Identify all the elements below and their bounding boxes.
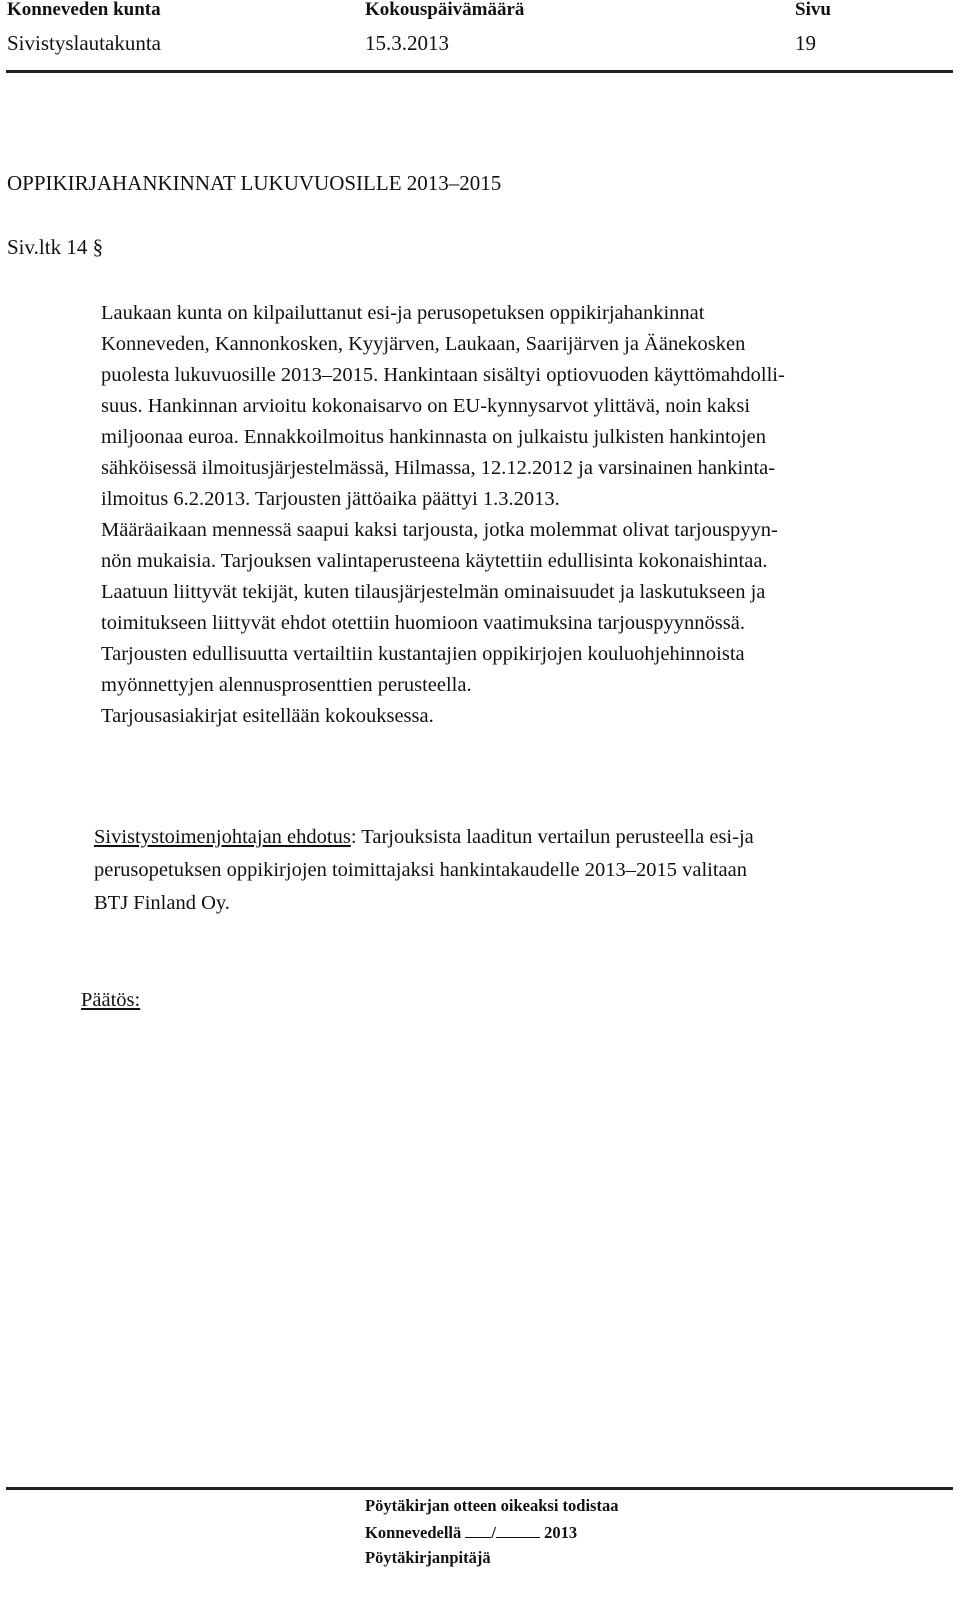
body-line: myönnettyjen alennusprosenttien perusteella. bbox=[101, 674, 472, 696]
proposal-line-2: perusopetuksen oppikirjojen toimittajaksi hankintakaudelle 2013–2015 valitaan bbox=[94, 859, 748, 881]
body-line: toimitukseen liittyvät ehdot otettiin huomioon vaatimuksina tarjouspyynnössä. bbox=[101, 612, 745, 634]
place-date-line bbox=[365, 1522, 577, 1543]
body-line: suus. Hankinnan arvioitu kokonaisarvo on EU-kynnysarvot ylittävä, noin kaksi bbox=[101, 395, 751, 417]
section-reference: Siv.ltk 14 § bbox=[7, 235, 104, 259]
org-value: Sivistyslautakunta bbox=[7, 31, 161, 55]
body-line: sähköisessä ilmoitusjärjestelmässä, Hilmassa, 12.12.2012 ja varsinainen hankinta- bbox=[101, 457, 776, 479]
body-line: puolesta lukuvuosille 2013–2015. Hankintaan sisältyi optiovuoden käyttömahdolli- bbox=[101, 364, 785, 386]
body-line: Laukaan kunta on kilpailuttanut esi-ja perusopetuksen oppikirjahankinnat bbox=[101, 302, 705, 324]
decision-label: Päätös: bbox=[81, 989, 141, 1011]
date-value: 15.3.2013 bbox=[365, 31, 449, 55]
body-line: Laatuun liittyvät tekijät, kuten tilausjärjestelmän ominaisuudet ja laskutukseen ja bbox=[101, 581, 766, 603]
document-title: OPPIKIRJAHANKINNAT LUKUVUOSILLE 2013–2015 bbox=[7, 171, 502, 195]
body-line: miljoonaa euroa. Ennakkoilmoitus hankinnasta on julkaistu julkisten hankintojen bbox=[101, 426, 766, 448]
body-line: nön mukaisia. Tarjouksen valintaperusteena käytettiin edullisinta kokonaishintaa. bbox=[101, 550, 768, 572]
proposal-paragraph bbox=[94, 821, 754, 920]
proposal-line-1 bbox=[94, 821, 754, 854]
body-paragraph bbox=[101, 298, 785, 732]
page-number: 19 bbox=[795, 31, 816, 55]
footer-divider bbox=[6, 1487, 953, 1490]
secretary-title: Pöytäkirjanpitäjä bbox=[365, 1548, 491, 1567]
page-label: Sivu bbox=[795, 0, 831, 20]
year: 2013 bbox=[544, 1523, 578, 1542]
body-line: Tarjousasiakirjat esitellään kokouksessa. bbox=[101, 705, 434, 727]
proposal-line-3: BTJ Finland Oy. bbox=[94, 892, 230, 914]
body-line: ilmoitus 6.2.2013. Tarjousten jättöaika päättyi 1.3.2013. bbox=[101, 488, 560, 510]
header-divider bbox=[6, 70, 953, 73]
month-blank bbox=[496, 1522, 540, 1538]
org-label: Konneveden kunta bbox=[7, 0, 161, 20]
body-line: Tarjousten edullisuutta vertailtiin kustantajien oppikirjojen kouluohjehinnoista bbox=[101, 643, 745, 665]
date-label: Kokouspäivämäärä bbox=[365, 0, 525, 20]
body-line: Konneveden, Kannonkosken, Kyyjärven, Laukaan, Saarijärven ja Äänekosken bbox=[101, 333, 746, 355]
proposal-label: Sivistystoimenjohtajan ehdotus bbox=[94, 826, 351, 848]
date-slash: / bbox=[491, 1523, 496, 1542]
proposal-text: : Tarjouksista laaditun vertailun perusteella esi-ja bbox=[350, 826, 754, 848]
day-blank bbox=[465, 1522, 491, 1538]
body-line: Määräaikaan mennessä saapui kaksi tarjousta, jotka molemmat olivat tarjouspyyn- bbox=[101, 519, 778, 541]
certification-text: Pöytäkirjan otteen oikeaksi todistaa bbox=[365, 1496, 619, 1515]
place-name: Konnevedellä bbox=[365, 1523, 462, 1542]
